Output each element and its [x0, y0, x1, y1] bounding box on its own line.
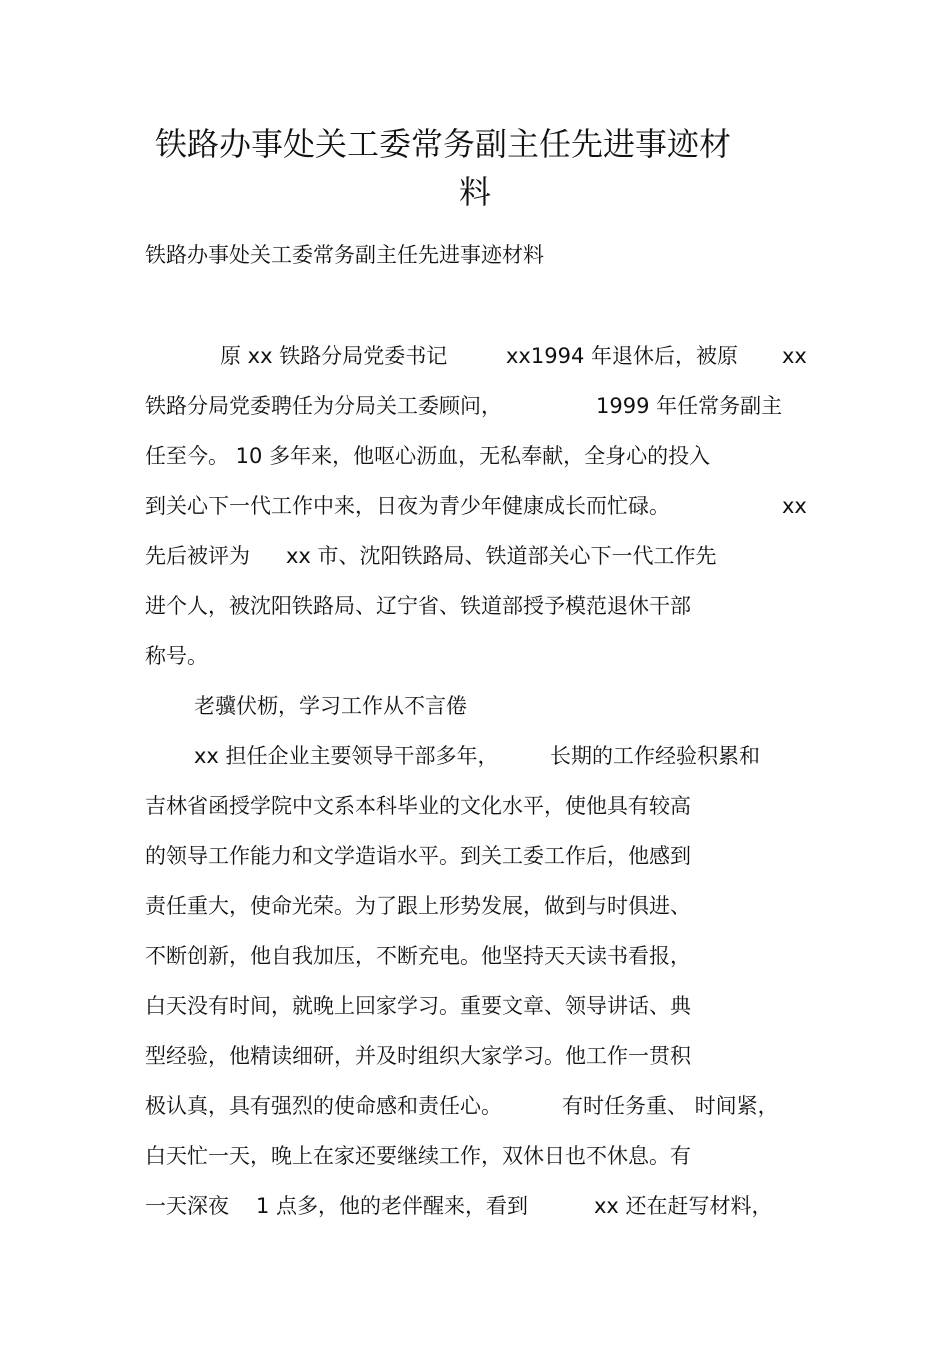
text-segment: xx — [782, 344, 807, 368]
paragraph-line — [782, 491, 807, 521]
paragraph-line — [145, 491, 670, 521]
text-segment: 白天没有时间，就晚上回家学习。重要文章、领导讲话、典 — [145, 994, 691, 1018]
paragraph-line — [286, 541, 717, 571]
text-segment: 铁路分局党委聘任为分局关工委顾问， — [145, 394, 502, 418]
text-segment: 老骥伏枥，学习工作从不言倦 — [194, 694, 467, 718]
paragraph-line — [145, 841, 691, 871]
paragraph-line — [596, 391, 782, 421]
paragraph-line — [145, 441, 710, 471]
text-segment: 的领导工作能力和文学造诣水平。到关工委工作后，他感到 — [145, 844, 691, 868]
text-segment: 极认真，具有强烈的使命感和责任心。 — [145, 1094, 502, 1118]
paragraph-line — [145, 541, 250, 571]
paragraph-line — [145, 1191, 229, 1221]
paragraph-line — [782, 341, 807, 371]
document-title-line-1: 铁路办事处关工委常务副主任先进事迹材 — [154, 125, 731, 163]
text-segment: 1 点多，他的老伴醒来，看到 — [256, 1194, 529, 1218]
paragraph-line — [145, 641, 208, 671]
text-segment: 任至今。 10 多年来，他呕心沥血，无私奉献，全身心的投入 — [145, 444, 711, 468]
paragraph-line — [594, 1191, 773, 1221]
text-segment: xx 市、沈阳铁路局、铁道部关心下一代工作先 — [286, 544, 717, 568]
paragraph-line — [506, 341, 738, 371]
text-segment: 1999 年任常务副主 — [596, 394, 783, 418]
paragraph-line — [145, 1041, 691, 1071]
text-segment: 长期的工作经验积累和 — [550, 744, 760, 768]
text-segment: 一天深夜 — [145, 1194, 229, 1218]
text-segment: 原 xx 铁路分局党委书记 — [220, 344, 448, 368]
section-heading — [194, 691, 467, 721]
text-segment: 有时任务重、 时间紧， — [562, 1094, 779, 1118]
paragraph-line — [220, 341, 447, 371]
paragraph-line — [145, 1141, 691, 1171]
paragraph-line — [145, 891, 691, 921]
text-segment: xx 还在赶写材料， — [594, 1194, 773, 1218]
document-title-line-2: 料 — [458, 173, 491, 211]
text-segment: xx1994 年退休后，被原 — [506, 344, 738, 368]
paragraph-line — [550, 741, 760, 771]
document-subtitle: 铁路办事处关工委常务副主任先进事迹材料 — [145, 243, 544, 267]
text-segment: 型经验，他精读细研，并及时组织大家学习。他工作一贯积 — [145, 1044, 691, 1068]
text-segment: 不断创新，他自我加压，不断充电。他坚持天天读书看报， — [145, 944, 691, 968]
text-segment: 进个人，被沈阳铁路局、辽宁省、铁道部授予模范退休干部 — [145, 594, 691, 618]
paragraph-line — [562, 1091, 779, 1121]
paragraph-line — [145, 791, 691, 821]
text-segment: xx — [782, 494, 807, 518]
text-segment: xx 担任企业主要领导干部多年， — [194, 744, 499, 768]
paragraph-line — [145, 991, 691, 1021]
text-segment: 吉林省函授学院中文系本科毕业的文化水平，使他具有较高 — [145, 794, 691, 818]
paragraph-line — [145, 1091, 502, 1121]
text-segment: 先后被评为 — [145, 544, 250, 568]
paragraph-line — [194, 741, 499, 771]
paragraph-line — [256, 1191, 528, 1221]
text-segment: 到关心下一代工作中来，日夜为青少年健康成长而忙碌。 — [145, 494, 670, 518]
text-segment: 称号。 — [145, 644, 208, 668]
paragraph-line — [145, 591, 691, 621]
paragraph-line — [145, 391, 502, 421]
paragraph-line — [145, 941, 691, 971]
text-segment: 责任重大，使命光荣。为了跟上形势发展，做到与时俱进、 — [145, 894, 691, 918]
text-segment: 白天忙一天，晚上在家还要继续工作，双休日也不休息。有 — [145, 1144, 691, 1168]
